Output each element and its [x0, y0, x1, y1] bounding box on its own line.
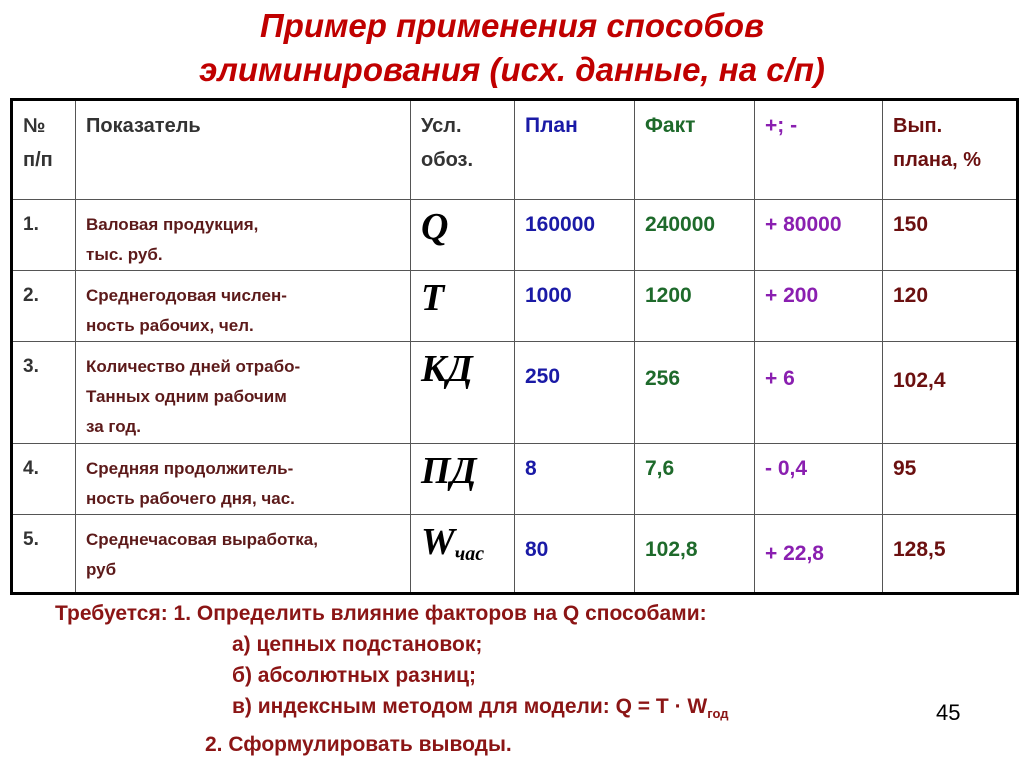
diff-value: + 200	[755, 271, 883, 342]
indicator-name	[76, 444, 411, 515]
indicator-symbol	[411, 271, 515, 342]
table-row	[12, 444, 1018, 515]
table-row	[12, 271, 1018, 342]
task-block	[55, 598, 955, 760]
task-formula-subscript: год	[707, 706, 729, 722]
symbol-subscript: час	[454, 543, 485, 565]
plan-value: 1000	[515, 271, 635, 342]
header-symbol	[411, 100, 515, 200]
indicator-name-line: руб	[86, 560, 117, 579]
plan-completion-pct: 128,5	[883, 515, 1018, 594]
plan-completion-pct: 150	[883, 200, 1018, 271]
indicator-symbol	[411, 342, 515, 444]
header-pct	[883, 100, 1018, 200]
indicator-name-line: Среднегодовая числен-	[86, 286, 287, 305]
task-formula: в) индексным методом для модели: Q = Т · W	[232, 695, 708, 718]
plan-completion-pct: 102,4	[883, 342, 1018, 444]
source-data-table	[10, 98, 1019, 595]
plan-value: 80	[515, 515, 635, 594]
symbol-text: КД	[421, 348, 473, 390]
fact-value: 102,8	[635, 515, 755, 594]
header-symbol-line-2: обоз.	[421, 149, 474, 171]
header-num-line-2: п/п	[23, 149, 53, 171]
header-plan: План	[515, 100, 635, 200]
fact-value: 240000	[635, 200, 755, 271]
task-line-1: Требуется: 1. Определить влияние факторов на Q способами:	[55, 602, 707, 625]
indicator-name-line: за год.	[86, 417, 141, 436]
header-num-line-1: №	[23, 115, 46, 137]
indicator-name-line: Средняя продолжитель-	[86, 459, 294, 478]
indicator-name-line: Среднечасовая выработка,	[86, 530, 318, 549]
indicator-symbol	[411, 515, 515, 594]
diff-value: + 22,8	[755, 515, 883, 594]
symbol-text: W	[421, 521, 455, 563]
row-number: 1.	[12, 200, 76, 271]
indicator-name-line: ность рабочих, чел.	[86, 316, 254, 335]
fact-value: 256	[635, 342, 755, 444]
header-symbol-line-1: Усл.	[421, 115, 462, 137]
page-number: 45	[936, 700, 961, 725]
fact-value: 1200	[635, 271, 755, 342]
indicator-name	[76, 271, 411, 342]
symbol-text: ПД	[421, 450, 477, 492]
slide-title-line-1: Пример применения способов	[259, 7, 765, 44]
plan-completion-pct: 95	[883, 444, 1018, 515]
table-header-row	[12, 100, 1018, 200]
diff-value: + 6	[755, 342, 883, 444]
table-row	[12, 200, 1018, 271]
indicator-name-line: ность рабочего дня, час.	[86, 489, 295, 508]
task-line-2: а) цепных подстановок;	[232, 633, 483, 656]
slide-title	[0, 4, 1024, 92]
table-row	[12, 342, 1018, 444]
indicator-name-line: Танных одним рабочим	[86, 387, 287, 406]
indicator-name-line: Валовая продукция,	[86, 215, 259, 234]
row-number: 4.	[12, 444, 76, 515]
plan-value: 160000	[515, 200, 635, 271]
row-number: 3.	[12, 342, 76, 444]
task-line-3: б) абсолютных разниц;	[232, 664, 477, 687]
indicator-name	[76, 200, 411, 271]
symbol-text: Т	[421, 277, 445, 319]
header-fact: Факт	[635, 100, 755, 200]
diff-value: - 0,4	[755, 444, 883, 515]
header-pct-line-1: Вып.	[893, 115, 943, 137]
indicator-name	[76, 342, 411, 444]
diff-value: + 80000	[755, 200, 883, 271]
indicator-name-line: тыс. руб.	[86, 245, 163, 264]
indicator-symbol	[411, 444, 515, 515]
row-number: 5.	[12, 515, 76, 594]
plan-value: 8	[515, 444, 635, 515]
indicator-symbol	[411, 200, 515, 271]
indicator-name-line: Количество дней отрабо-	[86, 357, 301, 376]
plan-value: 250	[515, 342, 635, 444]
slide-title-line-2: элиминирования (исх. данные, на с/п)	[199, 51, 825, 88]
row-number: 2.	[12, 271, 76, 342]
header-indicator: Показатель	[76, 100, 411, 200]
fact-value: 7,6	[635, 444, 755, 515]
header-pct-line-2: плана, %	[893, 149, 982, 171]
plan-completion-pct: 120	[883, 271, 1018, 342]
header-num	[12, 100, 76, 200]
symbol-text: Q	[421, 206, 449, 248]
task-line-4	[55, 691, 955, 729]
task-line-5: 2. Сформулировать выводы.	[205, 733, 512, 757]
table-row	[12, 515, 1018, 594]
indicator-name	[76, 515, 411, 594]
header-diff: +; -	[755, 100, 883, 200]
